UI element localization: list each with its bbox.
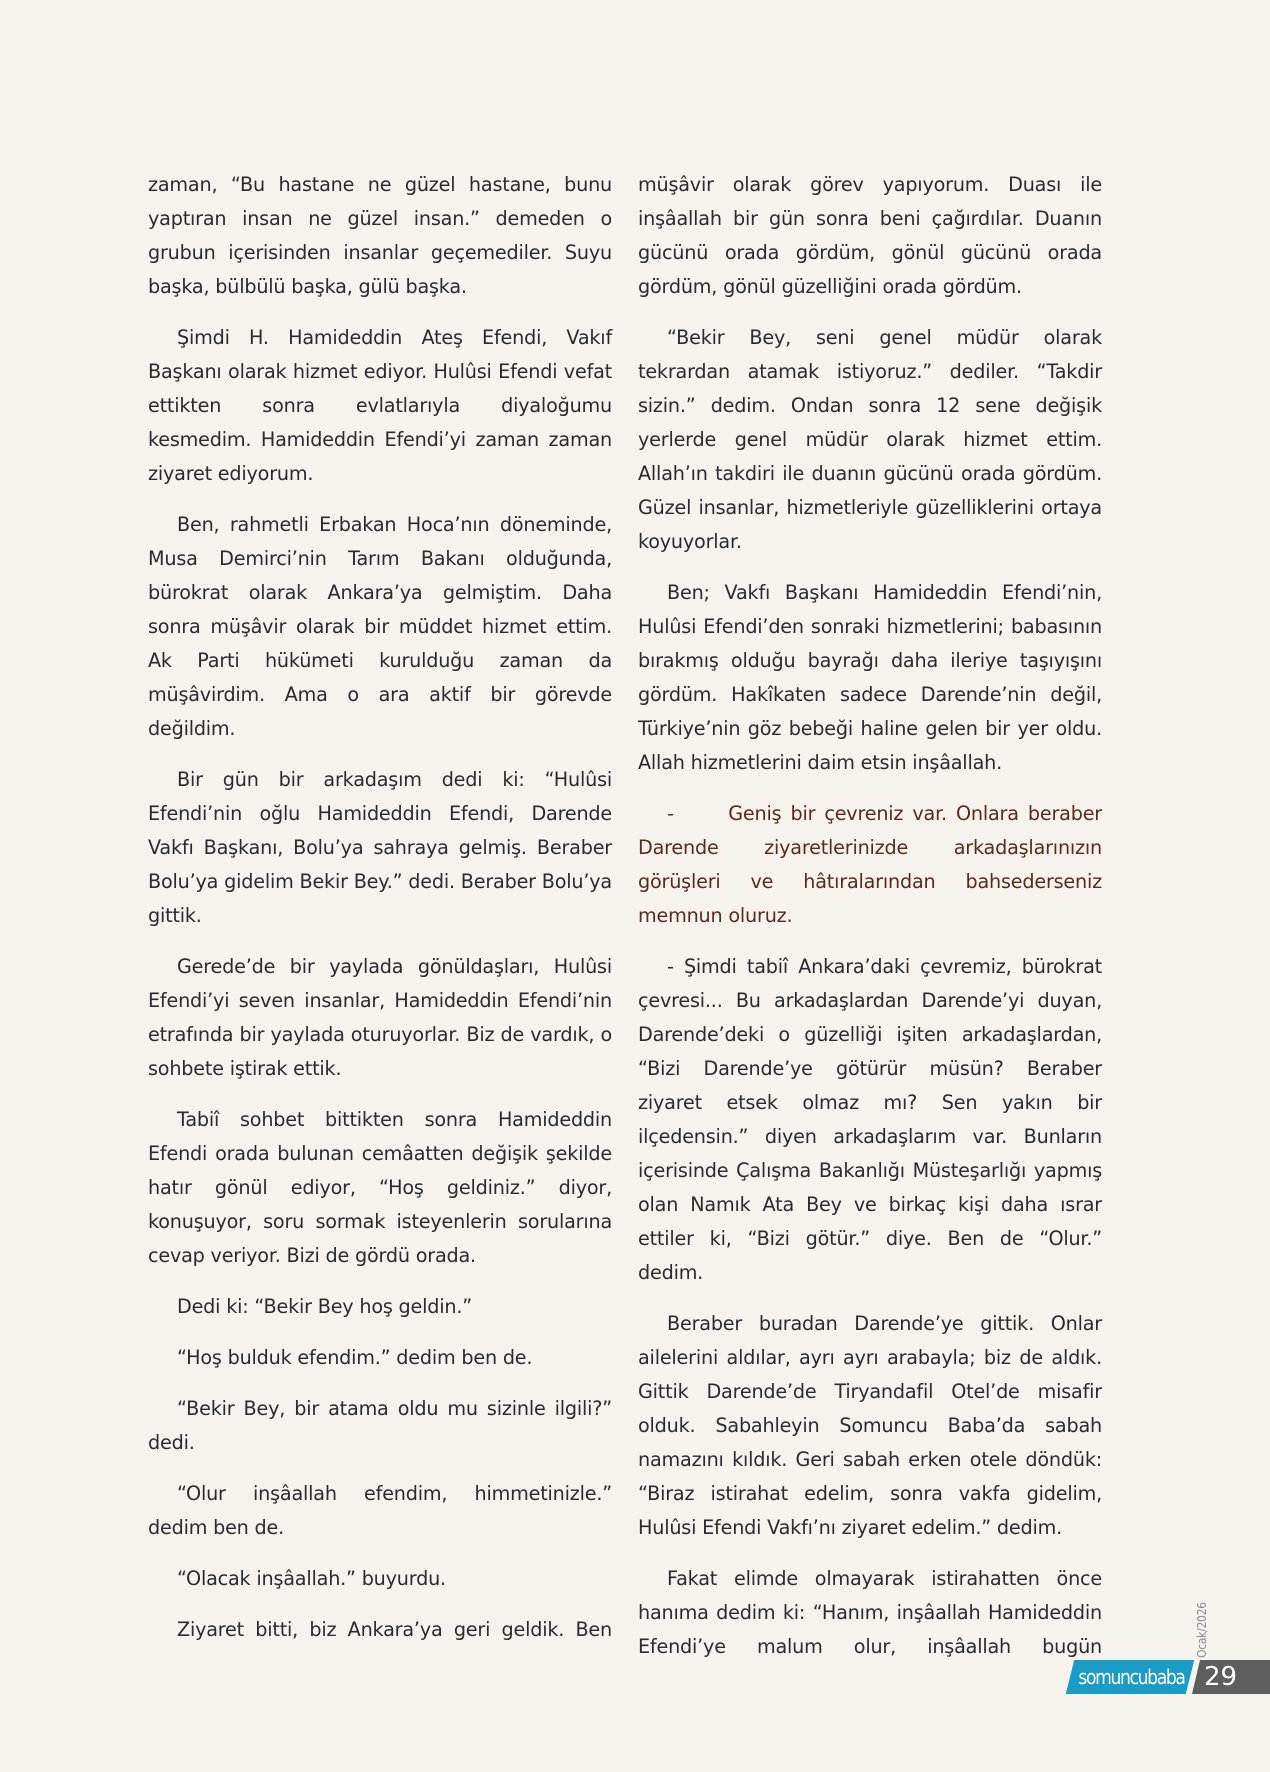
- paragraph: Gerede’de bir yaylada gönüldaşları, Hulûsi Efendi’yi seven insanlar, Hamideddin Efendi’nin etrafında bir yaylada oturuyorlar. Biz de vardık, o sohbete iştirak ettik.: [148, 955, 612, 1080]
- paragraph: Ben; Vakfı Başkanı Hamideddin Efendi’nin, Hulûsi Efendi’den sonraki hizmetlerini; babasının bırakmış olduğu bayrağı daha ileriye taşıyışını gördüm. Hakîkaten sadece Darende’nin değil, Türkiye’nin göz bebeği haline gelen bir yer oldu. Allah hizmetlerini daim etsin inşâallah.: [638, 581, 1102, 774]
- paragraph: Ben, rahmetli Erbakan Hoca’nın döneminde, Musa Demirci’nin Tarım Bakanı olduğunda, bürokrat olarak Ankara’ya gelmiştim. Daha sonra müşâvir olarak bir müddet hizmet ettim. Ak Parti hükümeti kurulduğu zaman da müşâvirdim. Ama o ara aktif bir görevde değildim.: [148, 513, 612, 740]
- paragraph: “Bekir Bey, bir atama oldu mu sizinle ilgili?” dedi.: [148, 1397, 612, 1454]
- paragraph: Beraber buradan Darende’ye gittik. Onlar ailelerini aldılar, ayrı ayrı arabayla; biz de aldık. Gittik Darende’de Tiryandafil Otel’de misafir olduk. Sabahleyin Somuncu Baba’da sabah namazını kıldık. Geri sabah erken otele döndük: “Biraz istirahat edelim, sonra vakfa gidelim, Hulûsi Efendi Vakfı’nı ziyaret edelim.” dedim.: [638, 1312, 1102, 1539]
- interview-question: - Geniş bir çevreniz var. Onlara beraber Darende ziyaretlerinizde arkadaşlarınızın görüşleri ve hâtıralarından bahsederseniz memnun oluruz.: [638, 802, 1108, 927]
- paragraph: “Hoş bulduk efendim.” dedim ben de.: [177, 1346, 533, 1369]
- paragraph: - Şimdi tabiî Ankara’daki çevremiz, bürokrat çevresi... Bu arkadaşlardan Darende’yi duyan, Darende’deki o güzelliği işiten arkadaşlardan, “Bizi Darende’ye götürür müsün? Beraber ziyaret etsek olmaz mı? Sen yakın bir ilçedensin.” diyen arkadaşlarım var. Bunların içerisinde Çalışma Bakanlığı Müsteşarlığı yapmış olan Namık Ata Bey ve birkaç kişi daha ısrar ettiler ki, “Bizi götür.” diye. Ben de “Olur.” dedim.: [638, 955, 1102, 1284]
- paragraph: “Olur inşâallah efendim, himmetinizle.” dedim ben de.: [148, 1482, 612, 1539]
- page-footer: [1062, 1660, 1270, 1694]
- left-column: [148, 168, 612, 1664]
- paragraph: “Bekir Bey, seni genel müdür olarak tekrardan atamak istiyoruz.” dediler. “Takdir sizin.” dedim. Ondan sonra 12 sene değişik yerlerde genel müdür olarak hizmet ettim. Allah’ın takdiri ile duanın gücünü orada gördüm. Güzel insanlar, hizmetleriyle güzelliklerini ortaya koyuyorlar.: [638, 326, 1102, 553]
- paragraph: Fakat elimde olmayarak istirahatten önce hanıma dedim ki: “Hanım, inşâallah Hamideddin Efendi’ye malum olur, inşâallah bugün: [638, 1567, 1102, 1658]
- page-number: 29: [1204, 1662, 1238, 1692]
- right-column: [638, 168, 1108, 1681]
- paragraph: müşâvir olarak görev yapıyorum. Duası ile inşâallah bir gün sonra beni çağırdılar. Duanın gücünü orada gördüm, gönül gücünü orada gördüm, gönül güzelliğini orada gördüm.: [638, 173, 1102, 298]
- paragraph: Bir gün bir arkadaşım dedi ki: “Hulûsi Efendi’nin oğlu Hamideddin Efendi, Darende Vakfı Başkanı, Bolu’ya sahraya gelmiş. Beraber Bolu’ya gidelim Bekir Bey.” dedi. Beraber Bolu’ya gittik.: [148, 768, 612, 927]
- paragraph: Şimdi H. Hamideddin Ateş Efendi, Vakıf Başkanı olarak hizmet ediyor. Hulûsi Efendi vefat ettikten sonra evlatlarıyla diyaloğumu kesmedim. Hamideddin Efendi’yi zaman zaman ziyaret ediyorum.: [148, 326, 612, 485]
- paragraph: Ziyaret bitti, biz Ankara’ya geri geldik. Ben: [177, 1618, 612, 1641]
- issue-date: Ocak/2026: [1195, 1602, 1209, 1658]
- paragraph: Dedi ki: “Bekir Bey hoş geldin.”: [177, 1295, 472, 1318]
- paragraph: zaman, “Bu hastane ne güzel hastane, bunu yaptıran insan ne güzel insan.” demeden o grubun içerisinden insanlar geçemediler. Suyu başka, bülbülü başka, gülü başka.: [148, 173, 612, 298]
- paragraph: Tabiî sohbet bittikten sonra Hamideddin Efendi orada bulunan cemâatten değişik şekilde hatır gönül ediyor, “Hoş geldiniz.” diyor, konuşuyor, soru sormak isteyenlerin sorularına cevap veriyor. Bizi de gördü orada.: [148, 1108, 612, 1267]
- brand-name: somuncubaba: [1078, 1665, 1185, 1689]
- paragraph: “Olacak inşâallah.” buyurdu.: [177, 1567, 446, 1590]
